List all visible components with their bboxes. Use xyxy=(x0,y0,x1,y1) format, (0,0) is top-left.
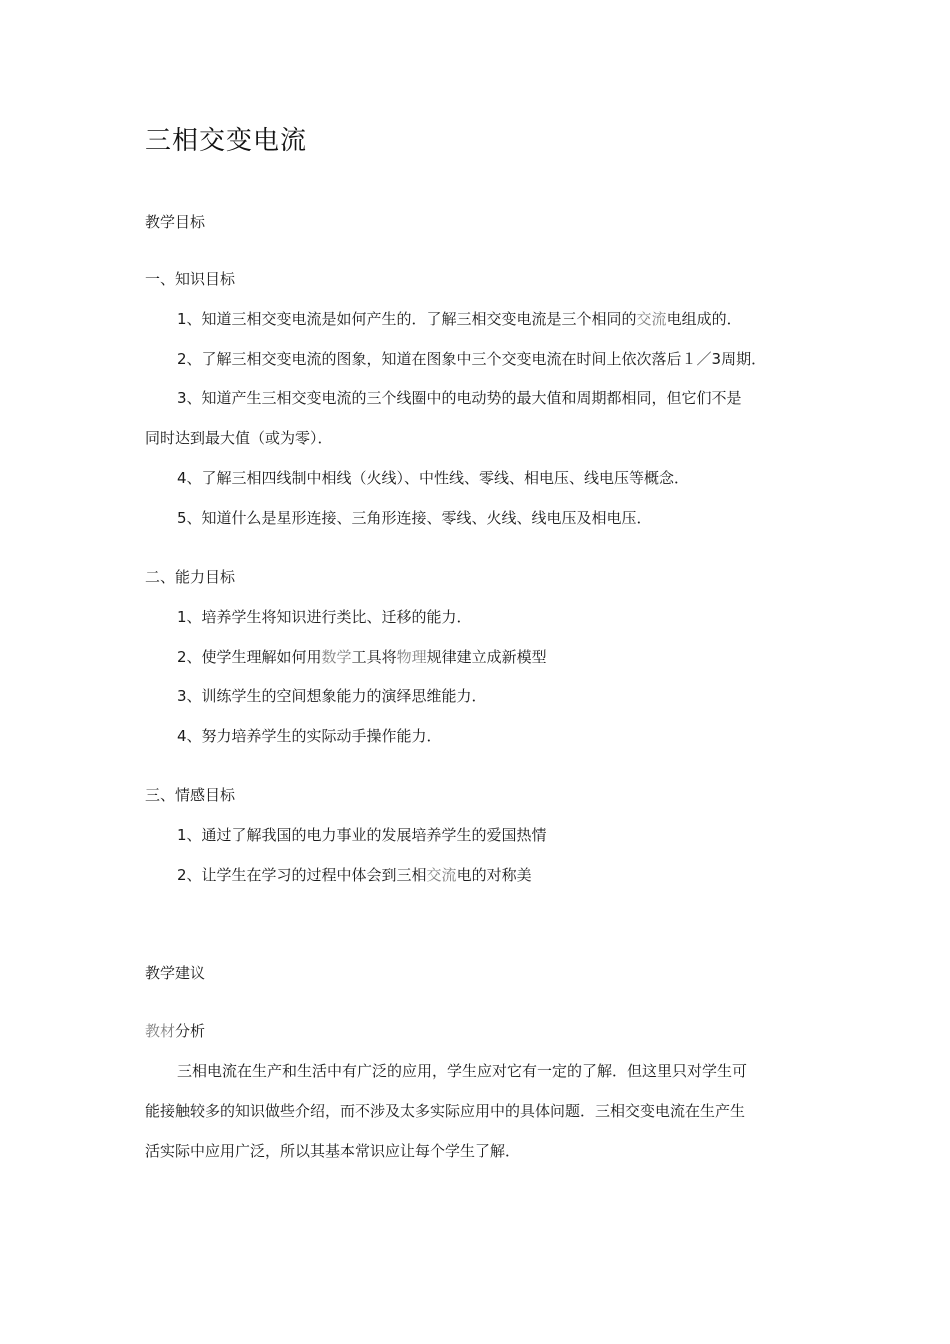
ability-item-3: 3、训练学生的空间想象能力的演绎思维能力． xyxy=(177,687,487,705)
ability-item-2-text-a: 2、使学生理解如何用 xyxy=(177,648,322,666)
knowledge-item-1-text: 1、知道三相交变电流是如何产生的．了解三相交变电流是三个相同的 xyxy=(177,310,637,328)
term-link-wuli[interactable]: 物理 xyxy=(396,648,427,666)
emotion-heading: 三、情感目标 xyxy=(145,786,236,804)
ability-item-1: 1、培养学生将知识进行类比、迁移的能力． xyxy=(177,608,472,626)
analysis-para-line-1: 三相电流在生产和生活中有广泛的应用，学生应对它有一定的了解．但这里只对学生可 xyxy=(177,1062,748,1080)
emotion-item-2-text: 2、让学生在学习的过程中体会到三相 xyxy=(177,866,427,884)
knowledge-heading: 一、知识目标 xyxy=(145,270,236,288)
document-title: 三相交变电流 xyxy=(145,126,308,156)
analysis-para-line-3: 活实际中应用广泛，所以其基本常识应让每个学生了解． xyxy=(145,1142,521,1160)
ability-item-2-text-e: 规律建立成新模型 xyxy=(426,648,547,666)
ability-item-2 xyxy=(177,647,547,667)
emotion-item-2-tail: 电的对称美 xyxy=(456,866,532,884)
knowledge-item-1-tail: 电组成的． xyxy=(666,310,742,328)
knowledge-item-4: 4、了解三相四线制中相线（火线）、中性线、零线、相电压、线电压等概念． xyxy=(177,469,690,487)
term-link-shuxue[interactable]: 数学 xyxy=(321,648,352,666)
emotion-item-1: 1、通过了解我国的电力事业的发展培养学生的爱国热情 xyxy=(177,826,547,844)
term-link-jiaoliu-2[interactable]: 交流 xyxy=(426,866,457,884)
ability-item-2-text-c: 工具将 xyxy=(351,648,397,666)
goals-heading: 教学目标 xyxy=(145,213,206,231)
analysis-heading-rest: 分析 xyxy=(175,1022,206,1040)
analysis-para-line-2: 能接触较多的知识做些介绍，而不涉及太多实际应用中的具体问题．三相交变电流在生产生 xyxy=(145,1102,746,1120)
ability-item-4: 4、努力培养学生的实际动手操作能力． xyxy=(177,727,442,745)
knowledge-item-1 xyxy=(177,309,742,329)
term-link-jiaoliu[interactable]: 交流 xyxy=(636,310,667,328)
knowledge-item-3-line-1: 3、知道产生三相交变电流的三个线圈中的电动势的最大值和周期都相同，但它们不是 xyxy=(177,389,742,407)
knowledge-item-5: 5、知道什么是星形连接、三角形连接、零线、火线、线电压及相电压． xyxy=(177,509,652,527)
ability-heading: 二、能力目标 xyxy=(145,568,236,586)
suggestions-heading: 教学建议 xyxy=(145,964,206,982)
term-link-jiaocai[interactable]: 教材 xyxy=(145,1022,176,1040)
emotion-item-2 xyxy=(177,865,532,885)
knowledge-item-3-line-2: 同时达到最大值（或为零）． xyxy=(145,429,333,447)
analysis-heading xyxy=(145,1021,205,1041)
knowledge-item-2: 2、了解三相交变电流的图象，知道在图象中三个交变电流在时间上依次落后１／3周期． xyxy=(177,350,767,368)
